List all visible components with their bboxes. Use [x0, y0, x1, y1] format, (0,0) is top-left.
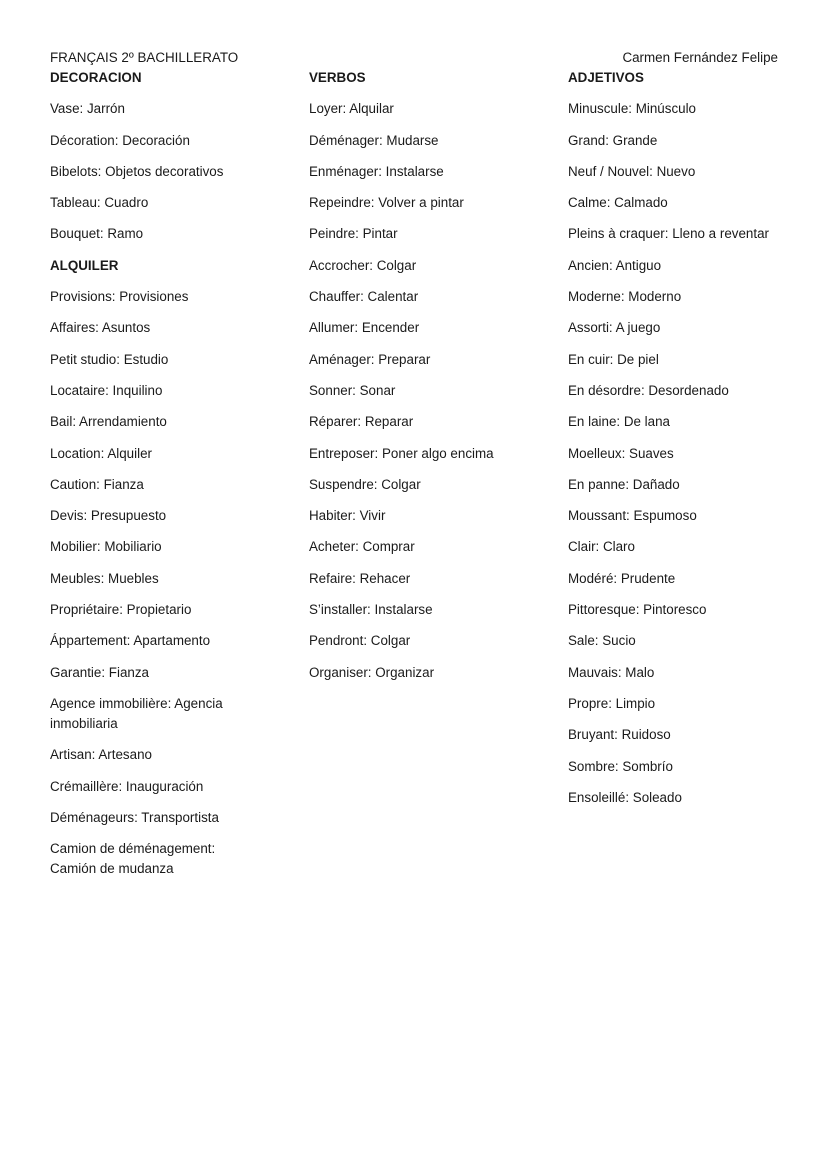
vocab-item: Sonner: Sonar — [309, 382, 396, 398]
vocab-item: Provisions: Provisiones — [50, 289, 189, 305]
vocab-item: Accrocher: Colgar — [309, 257, 417, 273]
column-adjetivos — [568, 68, 808, 819]
vocab-item: Agence immobilière: Agencia inmobiliaria — [50, 695, 223, 731]
vocab-item: Chauffer: Calentar — [309, 289, 419, 305]
vocab-item: Caution: Fianza — [50, 476, 144, 492]
vocab-item: En désordre: Desordenado — [568, 382, 729, 398]
vocab-item: Affaires: Asuntos — [50, 320, 151, 336]
course-title: FRANÇAIS 2º BACHILLERATO — [50, 50, 239, 65]
vocab-item: Repeindre: Volver a pintar — [309, 195, 464, 211]
vocab-item: Pittoresque: Pintoresco — [568, 602, 707, 618]
vocab-item: Crémaillère: Inauguración — [50, 778, 204, 794]
vocab-item: Habiter: Vivir — [309, 508, 386, 524]
vocab-item: Pendront: Colgar — [309, 633, 411, 649]
section-heading-decoracion: DECORACION — [50, 70, 142, 85]
vocab-item: Moussant: Espumoso — [568, 508, 697, 524]
vocab-item: Sale: Sucio — [568, 633, 636, 649]
vocab-item: En cuir: De piel — [568, 351, 659, 367]
vocab-item: Modéré: Prudente — [568, 570, 676, 586]
section-heading-alquiler: ALQUILER — [50, 257, 119, 273]
vocab-item: En laine: De lana — [568, 414, 670, 430]
vocab-item: Moderne: Moderno — [568, 289, 682, 305]
vocab-item: Enménager: Instalarse — [309, 163, 444, 179]
vocab-item: Bouquet: Ramo — [50, 226, 144, 242]
vocab-item: Pleins à craquer: Lleno a reventar — [568, 226, 769, 242]
author-name: Carmen Fernández Felipe — [622, 50, 778, 65]
vocab-item: Locataire: Inquilino — [50, 382, 163, 398]
vocab-item: Garantie: Fianza — [50, 664, 149, 680]
vocab-item: Réparer: Reparar — [309, 414, 414, 430]
vocab-item: Bruyant: Ruidoso — [568, 727, 671, 743]
vocab-item: Bibelots: Objetos decorativos — [50, 163, 224, 179]
vocab-item: Mobilier: Mobiliario — [50, 539, 162, 555]
vocab-item: Calme: Calmado — [568, 195, 668, 211]
vocab-item: S’installer: Instalarse — [309, 602, 433, 618]
vocab-item: Petit studio: Estudio — [50, 351, 169, 367]
vocab-item: Location: Alquiler — [50, 445, 152, 461]
vocab-item: Déménager: Mudarse — [309, 132, 439, 148]
column-decoracion-alquiler — [50, 68, 290, 890]
vocab-item: Devis: Presupuesto — [50, 508, 167, 524]
vocab-item: Vase: Jarrón — [50, 101, 125, 117]
vocab-item: Camion de déménagement: Camión de mudanza — [50, 841, 216, 877]
vocab-item: Mauvais: Malo — [568, 664, 655, 680]
vocab-item: Déménageurs: Transportista — [50, 809, 219, 825]
vocab-item: Ancien: Antiguo — [568, 257, 662, 273]
vocab-item: Moelleux: Suaves — [568, 445, 674, 461]
vocab-item: Peindre: Pintar — [309, 226, 398, 242]
vocab-item: Sombre: Sombrío — [568, 758, 673, 774]
vocab-item: Propriétaire: Propietario — [50, 602, 192, 618]
vocab-item: Allumer: Encender — [309, 320, 420, 336]
vocab-item: Suspendre: Colgar — [309, 476, 421, 492]
vocab-item: Clair: Claro — [568, 539, 635, 555]
vocab-item: Ensoleillé: Soleado — [568, 789, 682, 805]
vocab-item: Neuf / Nouvel: Nuevo — [568, 163, 696, 179]
vocab-item: Propre: Limpio — [568, 695, 656, 711]
vocab-item: Acheter: Comprar — [309, 539, 415, 555]
column-verbos — [309, 68, 554, 694]
vocab-item: Tableau: Cuadro — [50, 195, 149, 211]
vocab-item: Décoration: Decoración — [50, 132, 190, 148]
vocab-item: Grand: Grande — [568, 132, 658, 148]
vocab-item: Assorti: A juego — [568, 320, 661, 336]
vocab-item: Artisan: Artesano — [50, 747, 152, 763]
vocab-item: Loyer: Alquilar — [309, 101, 394, 117]
vocab-item: Organiser: Organizar — [309, 664, 435, 680]
section-heading-adjetivos: ADJETIVOS — [568, 70, 644, 85]
vocab-item: En panne: Dañado — [568, 476, 680, 492]
vocab-item: Aménager: Preparar — [309, 351, 431, 367]
vocab-item: Minuscule: Minúsculo — [568, 101, 697, 117]
vocab-item: Bail: Arrendamiento — [50, 414, 167, 430]
vocab-item: Refaire: Rehacer — [309, 570, 411, 586]
vocab-item: Áppartement: Apartamento — [50, 633, 211, 649]
vocab-item: Entreposer: Poner algo encima — [309, 445, 494, 461]
vocab-item: Meubles: Muebles — [50, 570, 159, 586]
section-heading-verbos: VERBOS — [309, 70, 366, 85]
